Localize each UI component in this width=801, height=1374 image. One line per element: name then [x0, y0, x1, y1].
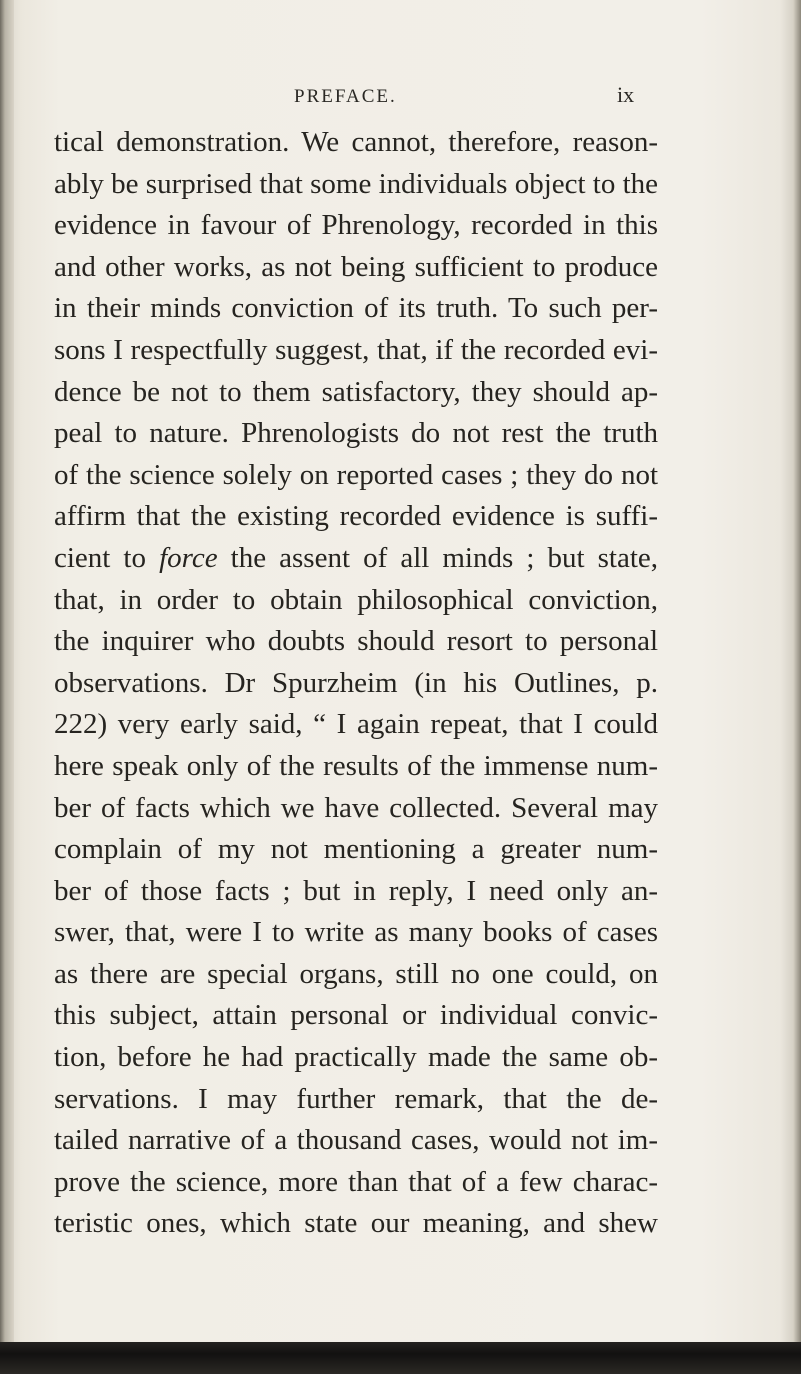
text-run: in their minds conviction of its truth. To such per- [54, 292, 658, 325]
text-run: tical demonstration. We cannot, therefore, reason- [54, 126, 658, 158]
text-line [54, 621, 658, 663]
text-line [54, 247, 658, 289]
text-line [54, 330, 658, 372]
running-head [0, 82, 801, 116]
text-run: peal to nature. Phrenologists do not rest the truth [54, 417, 658, 450]
text-run: tion, before he had practically made the same ob- [54, 1041, 658, 1074]
text-line [54, 580, 658, 622]
text-run: tailed narrative of a thousand cases, would not im- [54, 1124, 658, 1157]
text-run: sons I respectfully suggest, that, if the recorded evi- [54, 333, 658, 366]
text-run: as there are special organs, still no one could, on [54, 957, 658, 990]
scan-bottom-edge [0, 1342, 801, 1374]
text-line [54, 704, 658, 746]
text-run: cient to [54, 541, 160, 574]
text-run: prove the science, more than that of a few charac- [54, 1165, 658, 1198]
text-run: evidence in favour of Phrenology, recorded in this [54, 209, 658, 242]
text-line [54, 1120, 658, 1162]
text-run: here speak only of the results of the immense num- [54, 749, 658, 782]
text-line [54, 746, 658, 788]
text-run: complain of my not mentioning a greater num- [54, 833, 658, 866]
text-run: observations. Dr Spurzheim (in his Outlines, p. [54, 666, 658, 699]
text-line [54, 288, 658, 330]
text-line [54, 871, 658, 913]
text-line [54, 1037, 658, 1079]
text-line [54, 663, 658, 705]
text-run: this subject, attain personal or individual convic- [54, 999, 658, 1032]
text-line [54, 829, 658, 871]
text-run: affirm that the existing recorded evidence is suffi- [54, 500, 658, 533]
preface-body-text [54, 122, 658, 1245]
text-line [54, 1162, 658, 1204]
text-run: dence be not to them satisfactory, they should ap- [54, 375, 658, 408]
text-line [54, 1203, 658, 1245]
text-run: and other works, as not being sufficient to produce [54, 250, 658, 283]
text-line [54, 164, 658, 206]
text-run: 222) very early said, “ I again repeat, that I could [54, 708, 658, 741]
text-run: the assent of all minds ; but state, [217, 541, 658, 574]
page-edge-shadow [793, 0, 801, 1374]
text-run: servations. I may further remark, that the de- [54, 1082, 658, 1115]
text-run: ber of those facts ; but in reply, I need only an- [54, 874, 658, 907]
text-run: teristic ones, which state our meaning, and shew [54, 1207, 658, 1240]
text-line [54, 455, 658, 497]
text-line [54, 954, 658, 996]
text-run: swer, that, were I to write as many books of cases [54, 916, 658, 949]
text-line [54, 788, 658, 830]
text-line [54, 995, 658, 1037]
text-run: the inquirer who doubts should resort to personal [54, 625, 658, 658]
text-run: of the science solely on reported cases ; they do not [54, 458, 658, 491]
text-line [54, 912, 658, 954]
italic-emphasis: force [159, 541, 218, 574]
text-line [54, 372, 658, 414]
text-line [54, 205, 658, 247]
text-run: that, in order to obtain philosophical conviction, [54, 583, 658, 616]
text-line [54, 413, 658, 455]
page-number: ix [617, 82, 635, 107]
text-line [54, 538, 658, 580]
text-run: ber of facts which we have collected. Several may [54, 791, 658, 824]
text-line [54, 1079, 658, 1121]
page-gutter-shadow [0, 0, 14, 1374]
text-line [54, 496, 658, 538]
text-run: ably be surprised that some individuals object to the [54, 167, 659, 200]
running-head-title: PREFACE. [294, 86, 397, 107]
text-line [54, 122, 658, 164]
